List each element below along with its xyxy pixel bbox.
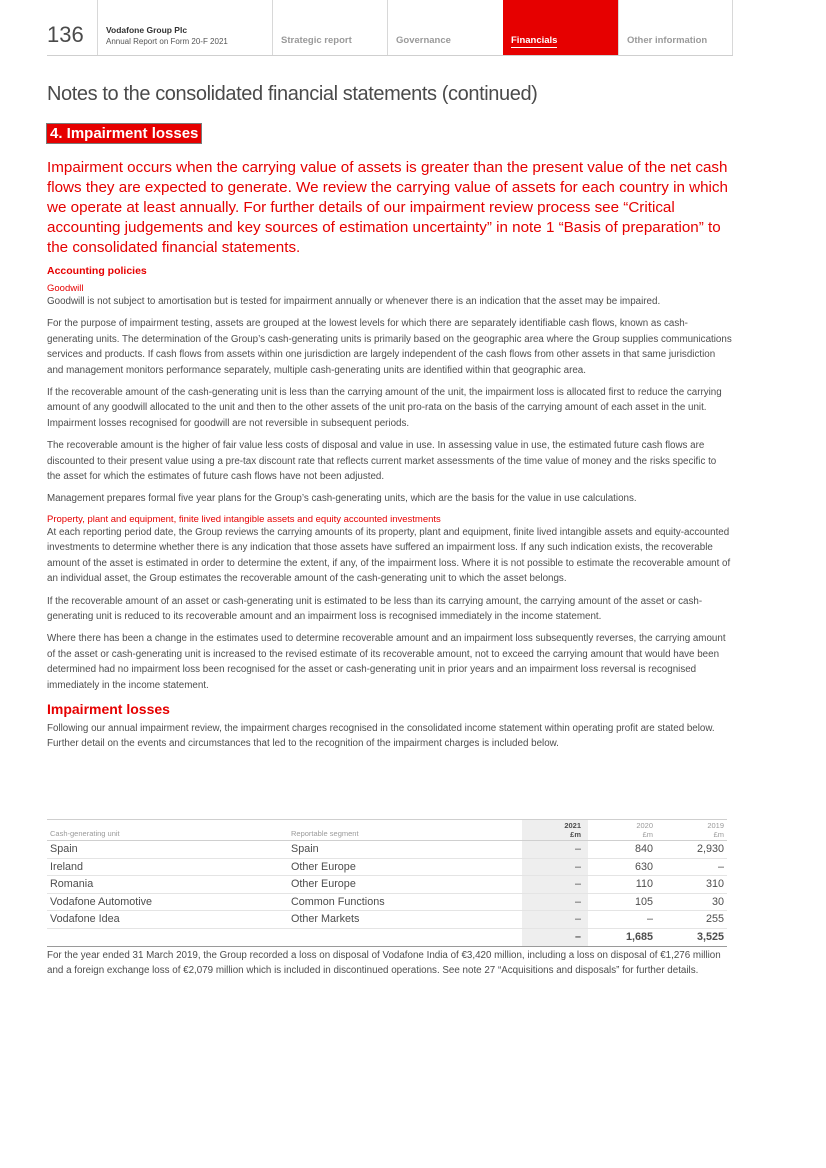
section-heading: 4. Impairment losses [47,124,201,143]
table-header-row [47,819,727,841]
tab-label: Financials [511,35,558,46]
goodwill-paragraph: If the recoverable amount of the cash-generating unit is less than the carrying amount of the unit, the impairment loss is allocated first to reduce the carrying amount of any goodwill allocated to the unit and then to the other assets of the unit pro-rata on the basis of the carrying amount of each asset in the unit. Impairment losses recognised for goodwill are not reversible in subsequent periods. [47,387,722,429]
tab-label: Other information [627,35,708,46]
goodwill-paragraph: Management prepares formal five year plans for the Group’s cash-generating units, which are the basis for the value in use calculations. [47,493,637,505]
cell-unit: Ireland [50,860,84,873]
header-segment: Reportable segment [291,829,359,838]
ppe-paragraph: At each reporting period date, the Group reviews the carrying amounts of its property, plant and equipment, finite lived intangible assets and equity-accounted investments to determine whether there is any indication that those assets have suffered an impairment loss. If any such indication exists, the recoverable amount of the asset is estimated in order to determine the extent, if any, of the impairment loss. Where it is not possible to estimate the recoverable amount of an individual asset, the Group estimates the recoverable amount of the cash-generating unit to which the asset belongs. [47,526,731,585]
header-year: 2020 [636,821,653,830]
page-title: Notes to the consolidated financial statements (continued) [47,83,538,105]
ppe-paragraph: Where there has been a change in the estimates used to determine recoverable amount and an impairment loss subsequently reverses, the carrying amount of the asset or cash-generating unit is increased to the revised estimate of its recoverable amount, not to exceed the carrying amount that would have been determined had no impairment loss been recognised for the asset or cash-generating unit in prior years and an impairment loss reversal is recognised immediately in the income statement. [47,633,726,691]
accounting-policies-heading: Accounting policies [47,265,147,277]
header-year: 2019 [707,821,724,830]
header-2021 [522,820,588,840]
ppe-paragraph: If the recoverable amount of an asset or cash-generating unit is estimated to be less than its carrying amount, the carrying amount of the asset or cash-generating unit is reduced to its recoverable amount and an impairment loss is recognised immediately in the income statement. [47,595,703,622]
table-total-row [47,929,727,947]
cell-unit: Romania [50,878,94,891]
table-row [47,859,727,877]
cell-2020: 105 [634,895,653,908]
notes-content [47,265,732,759]
cell-2019: – [717,860,724,873]
report-subtitle: Annual Report on Form 20-F 2021 [106,37,228,46]
header-currency: £m [642,829,653,839]
total-2020: 1,685 [625,930,653,943]
page-number: 136 [47,22,84,47]
tab-other-information[interactable] [618,0,733,55]
cell-2019: 2,930 [696,843,724,855]
goodwill-paragraph: Goodwill is not subject to amortisation but is tested for impairment annually or whenever there is an indication that the asset may be impaired. [47,296,661,307]
cell-2021: – [522,894,588,911]
cell-2021: – [522,859,588,876]
header-unit: Cash-generating unit [50,829,120,838]
cell-segment: Other Europe [291,860,356,873]
header-currency: £m [713,829,724,839]
cell-2019: 310 [705,878,724,891]
tab-governance[interactable] [387,0,503,55]
cell-unit: Spain [50,843,78,855]
page-header [47,0,733,56]
cell-2021: – [522,876,588,893]
total-2021: – [522,929,588,946]
impairment-table [47,819,727,947]
tab-label: Governance [396,35,451,46]
goodwill-paragraph: For the purpose of impairment testing, assets are grouped at the lowest levels for which there are separately identifiable cash flows, known as cash-generating units. The determination of the Group’s cash-generating units is primarily based on the geographic area where the Group supplies communications services and products. If cash flows from assets within one jurisdiction are largely independent of the cash flows from other assets in that same jurisdiction and management monitors performance separately, multiple cash-generating units are identified within that geographic area. [47,318,732,376]
cell-2020: 840 [634,843,653,855]
table-row [47,894,727,912]
cell-segment: Other Markets [291,913,360,926]
header-right-border [732,0,733,55]
cell-2021: – [522,841,588,858]
table-row [47,911,727,929]
cell-segment: Spain [291,843,319,855]
table-row [47,876,727,894]
header-currency: £m [570,829,581,839]
intro-paragraph: Impairment occurs when the carrying value of assets is greater than the present value of the net cash flows they are expected to generate. We review the carrying value of assets for each country in which we operate at least annually. For further details of our impairment review process see “Critical accounting judgements and key sources of estimation uncertainty” in note 1 “Basis of preparation” to the consolidated financial statements. [47,159,728,256]
tab-financials[interactable] [503,0,618,55]
table-footnote: For the year ended 31 March 2019, the Group recorded a loss on disposal of Vodafone India of €3,420 million, including a loss on disposal of €1,276 million and a foreign exchange loss of €2,079 million which is included in discontinued operations. See note 27 “Acquisitions and disposals” for further details. [47,950,721,977]
impairment-losses-paragraph: Following our annual impairment review, the impairment charges recognised in the consolidated income statement within operating profit are stated below. Further detail on the events and circumstances that led to the recognition of the impairment charges is included below. [47,722,715,750]
cell-2020: 110 [635,878,653,891]
cell-2019: 30 [711,895,724,908]
table-row [47,841,727,859]
impairment-losses-heading: Impairment losses [47,700,170,717]
cell-segment: Other Europe [291,878,356,891]
cell-2021: – [522,911,588,928]
header-2020 [588,820,656,840]
tab-label: Strategic report [281,35,352,46]
header-year: 2021 [564,821,581,830]
total-2019: 3,525 [696,930,724,943]
goodwill-paragraph: The recoverable amount is the higher of fair value less costs of disposal and value in use. In assessing value in use, the estimated future cash flows are discounted to their present value using a pre-tax discount rate that reflects current market assessments of the time value of money and the risks specific to the asset for which the estimates of future cash flows have not been adjusted. [47,440,717,483]
cell-unit: Vodafone Idea [50,913,120,926]
cell-2020: 630 [634,860,653,873]
cell-unit: Vodafone Automotive [50,895,153,908]
goodwill-heading: Goodwill [47,283,84,294]
header-2019 [656,820,727,840]
ppe-heading: Property, plant and equipment, finite lived intangible assets and equity accounted investments [47,513,441,525]
cell-2019: 255 [705,913,724,926]
cell-2020: – [646,913,653,926]
header-divider [97,0,98,55]
cell-segment: Common Functions [291,895,385,908]
company-name: Vodafone Group Plc [106,25,188,35]
tab-strategic-report[interactable] [272,0,387,55]
